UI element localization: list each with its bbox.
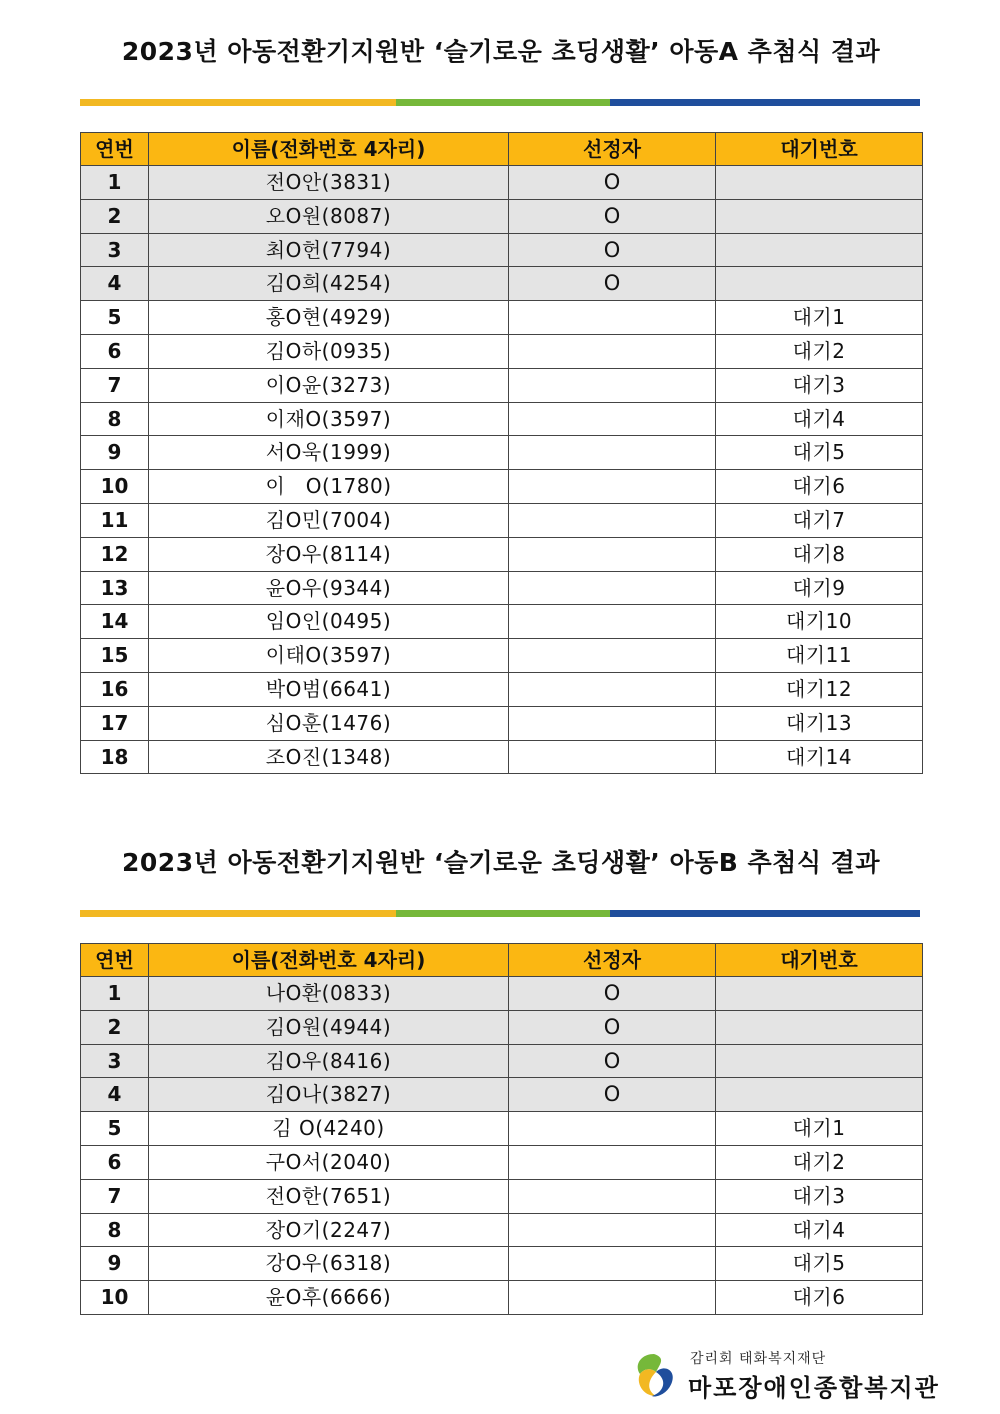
cell-wait-number — [716, 166, 923, 200]
section-a-title: 2023년 아동전환기지원반 ‘슬기로운 초딩생활’ 아동A 추첨식 결과 — [121, 37, 881, 66]
cell-wait-number: 대기3 — [716, 1179, 923, 1213]
cell-selected — [509, 1281, 716, 1315]
cell-selected — [509, 639, 716, 673]
foundation-logo — [630, 1348, 940, 1404]
rule-blue-segment — [610, 99, 920, 106]
cell-no: 5 — [81, 301, 149, 335]
section-a-color-rule — [80, 99, 920, 106]
header-name: 이름(전화번호 4자리) — [149, 133, 509, 166]
cell-no: 1 — [81, 977, 149, 1011]
cell-no: 4 — [81, 1078, 149, 1112]
cell-name: 전O한(7651) — [149, 1179, 509, 1213]
cell-selected — [509, 503, 716, 537]
cell-no: 14 — [81, 605, 149, 639]
cell-wait-number — [716, 1010, 923, 1044]
cell-selected — [509, 740, 716, 774]
rule-yellow-segment — [80, 99, 396, 106]
cell-no: 3 — [81, 233, 149, 267]
cell-name: 구O서(2040) — [149, 1145, 509, 1179]
cell-name: 장O기(2247) — [149, 1213, 509, 1247]
cell-no: 7 — [81, 1179, 149, 1213]
cell-wait-number: 대기4 — [716, 402, 923, 436]
cell-selected: O — [509, 1044, 716, 1078]
table-row — [81, 740, 923, 774]
cell-name: 박O범(6641) — [149, 672, 509, 706]
table-row — [81, 368, 923, 402]
section-a-result-table — [80, 132, 923, 774]
cell-name: 이태O(3597) — [149, 639, 509, 673]
cell-name: 이O윤(3273) — [149, 368, 509, 402]
cell-selected: O — [509, 1010, 716, 1044]
table-row — [81, 1078, 923, 1112]
table-row — [81, 571, 923, 605]
header-selected: 선정자 — [509, 133, 716, 166]
cell-wait-number — [716, 199, 923, 233]
cell-wait-number: 대기5 — [716, 1247, 923, 1281]
rule-green-segment — [396, 99, 610, 106]
cell-no: 10 — [81, 1281, 149, 1315]
cell-name: 나O환(0833) — [149, 977, 509, 1011]
cell-name: 장O우(8114) — [149, 537, 509, 571]
cell-selected — [509, 1213, 716, 1247]
cell-name: 윤O우(9344) — [149, 571, 509, 605]
cell-selected — [509, 368, 716, 402]
table-row — [81, 1145, 923, 1179]
cell-selected — [509, 1247, 716, 1281]
table-row — [81, 233, 923, 267]
cell-selected — [509, 605, 716, 639]
cell-wait-number: 대기9 — [716, 571, 923, 605]
cell-selected — [509, 436, 716, 470]
cell-no: 2 — [81, 1010, 149, 1044]
table-row — [81, 334, 923, 368]
cell-no: 9 — [81, 436, 149, 470]
cell-no: 8 — [81, 402, 149, 436]
table-header-row — [81, 944, 923, 977]
cell-no: 6 — [81, 334, 149, 368]
cell-no: 7 — [81, 368, 149, 402]
rule-green-segment — [396, 910, 610, 917]
header-selected: 선정자 — [509, 944, 716, 977]
rule-blue-segment — [610, 910, 920, 917]
table-row — [81, 166, 923, 200]
cell-selected — [509, 571, 716, 605]
cell-wait-number — [716, 1044, 923, 1078]
cell-wait-number: 대기10 — [716, 605, 923, 639]
table-row — [81, 402, 923, 436]
cell-name: 오O원(8087) — [149, 199, 509, 233]
cell-no: 18 — [81, 740, 149, 774]
cell-wait-number — [716, 233, 923, 267]
cell-selected — [509, 470, 716, 504]
cell-no: 3 — [81, 1044, 149, 1078]
cell-selected: O — [509, 199, 716, 233]
cell-name: 강O우(6318) — [149, 1247, 509, 1281]
cell-name: 서O욱(1999) — [149, 436, 509, 470]
cell-wait-number: 대기3 — [716, 368, 923, 402]
cell-name: 김O우(8416) — [149, 1044, 509, 1078]
cell-name: 이 O(1780) — [149, 470, 509, 504]
table-row — [81, 1179, 923, 1213]
cell-no: 16 — [81, 672, 149, 706]
cell-selected: O — [509, 977, 716, 1011]
table-row — [81, 1112, 923, 1146]
cell-wait-number — [716, 1078, 923, 1112]
cell-name: 김O원(4944) — [149, 1010, 509, 1044]
cell-no: 10 — [81, 470, 149, 504]
cell-name: 김O하(0935) — [149, 334, 509, 368]
foundation-emblem-icon — [630, 1350, 678, 1400]
table-row — [81, 436, 923, 470]
table-row — [81, 706, 923, 740]
section-b-result-table — [80, 943, 923, 1315]
table-row — [81, 1247, 923, 1281]
cell-name: 김O민(7004) — [149, 503, 509, 537]
cell-name: 임O인(0495) — [149, 605, 509, 639]
cell-name: 심O훈(1476) — [149, 706, 509, 740]
cell-wait-number: 대기5 — [716, 436, 923, 470]
table-row — [81, 301, 923, 335]
section-b-color-rule — [80, 910, 920, 917]
table-row — [81, 503, 923, 537]
cell-name: 조O진(1348) — [149, 740, 509, 774]
table-row — [81, 639, 923, 673]
cell-selected — [509, 334, 716, 368]
cell-wait-number: 대기2 — [716, 334, 923, 368]
cell-wait-number: 대기7 — [716, 503, 923, 537]
logo-subtitle: 감리회 태화복지재단 — [690, 1351, 827, 1367]
cell-selected — [509, 706, 716, 740]
cell-selected — [509, 672, 716, 706]
cell-name: 홍O현(4929) — [149, 301, 509, 335]
table-row — [81, 605, 923, 639]
header-wait-number: 대기번호 — [716, 944, 923, 977]
cell-name: 이재O(3597) — [149, 402, 509, 436]
table-row — [81, 1044, 923, 1078]
table-row — [81, 1281, 923, 1315]
cell-no: 15 — [81, 639, 149, 673]
cell-selected — [509, 1145, 716, 1179]
cell-wait-number: 대기4 — [716, 1213, 923, 1247]
cell-selected — [509, 402, 716, 436]
cell-no: 2 — [81, 199, 149, 233]
table-row — [81, 672, 923, 706]
cell-wait-number: 대기13 — [716, 706, 923, 740]
cell-selected — [509, 1179, 716, 1213]
cell-name: 최O헌(7794) — [149, 233, 509, 267]
cell-wait-number: 대기11 — [716, 639, 923, 673]
cell-selected — [509, 1112, 716, 1146]
table-header-row — [81, 133, 923, 166]
cell-no: 17 — [81, 706, 149, 740]
cell-name: 김O희(4254) — [149, 267, 509, 301]
cell-no: 5 — [81, 1112, 149, 1146]
table-row — [81, 199, 923, 233]
header-wait-number: 대기번호 — [716, 133, 923, 166]
cell-no: 12 — [81, 537, 149, 571]
cell-wait-number: 대기1 — [716, 1112, 923, 1146]
cell-wait-number: 대기12 — [716, 672, 923, 706]
cell-no: 8 — [81, 1213, 149, 1247]
cell-selected: O — [509, 1078, 716, 1112]
header-no: 연번 — [81, 133, 149, 166]
cell-name: 김O나(3827) — [149, 1078, 509, 1112]
cell-no: 13 — [81, 571, 149, 605]
rule-yellow-segment — [80, 910, 396, 917]
table-row — [81, 977, 923, 1011]
cell-wait-number — [716, 267, 923, 301]
cell-no: 9 — [81, 1247, 149, 1281]
header-name: 이름(전화번호 4자리) — [149, 944, 509, 977]
cell-wait-number: 대기6 — [716, 1281, 923, 1315]
cell-name: 윤O후(6666) — [149, 1281, 509, 1315]
table-row — [81, 267, 923, 301]
cell-selected: O — [509, 166, 716, 200]
cell-wait-number: 대기1 — [716, 301, 923, 335]
cell-selected: O — [509, 233, 716, 267]
section-b-title: 2023년 아동전환기지원반 ‘슬기로운 초딩생활’ 아동B 추첨식 결과 — [122, 848, 880, 877]
cell-name: 김 O(4240) — [149, 1112, 509, 1146]
table-row — [81, 470, 923, 504]
cell-wait-number — [716, 977, 923, 1011]
cell-wait-number: 대기14 — [716, 740, 923, 774]
table-row — [81, 1213, 923, 1247]
header-no: 연번 — [81, 944, 149, 977]
cell-no: 6 — [81, 1145, 149, 1179]
cell-no: 1 — [81, 166, 149, 200]
cell-name: 전O안(3831) — [149, 166, 509, 200]
cell-selected: O — [509, 267, 716, 301]
cell-wait-number: 대기2 — [716, 1145, 923, 1179]
logo-name: 마포장애인종합복지관 — [688, 1373, 940, 1402]
table-row — [81, 1010, 923, 1044]
cell-selected — [509, 537, 716, 571]
cell-wait-number: 대기6 — [716, 470, 923, 504]
cell-selected — [509, 301, 716, 335]
table-row — [81, 537, 923, 571]
cell-no: 11 — [81, 503, 149, 537]
cell-wait-number: 대기8 — [716, 537, 923, 571]
cell-no: 4 — [81, 267, 149, 301]
